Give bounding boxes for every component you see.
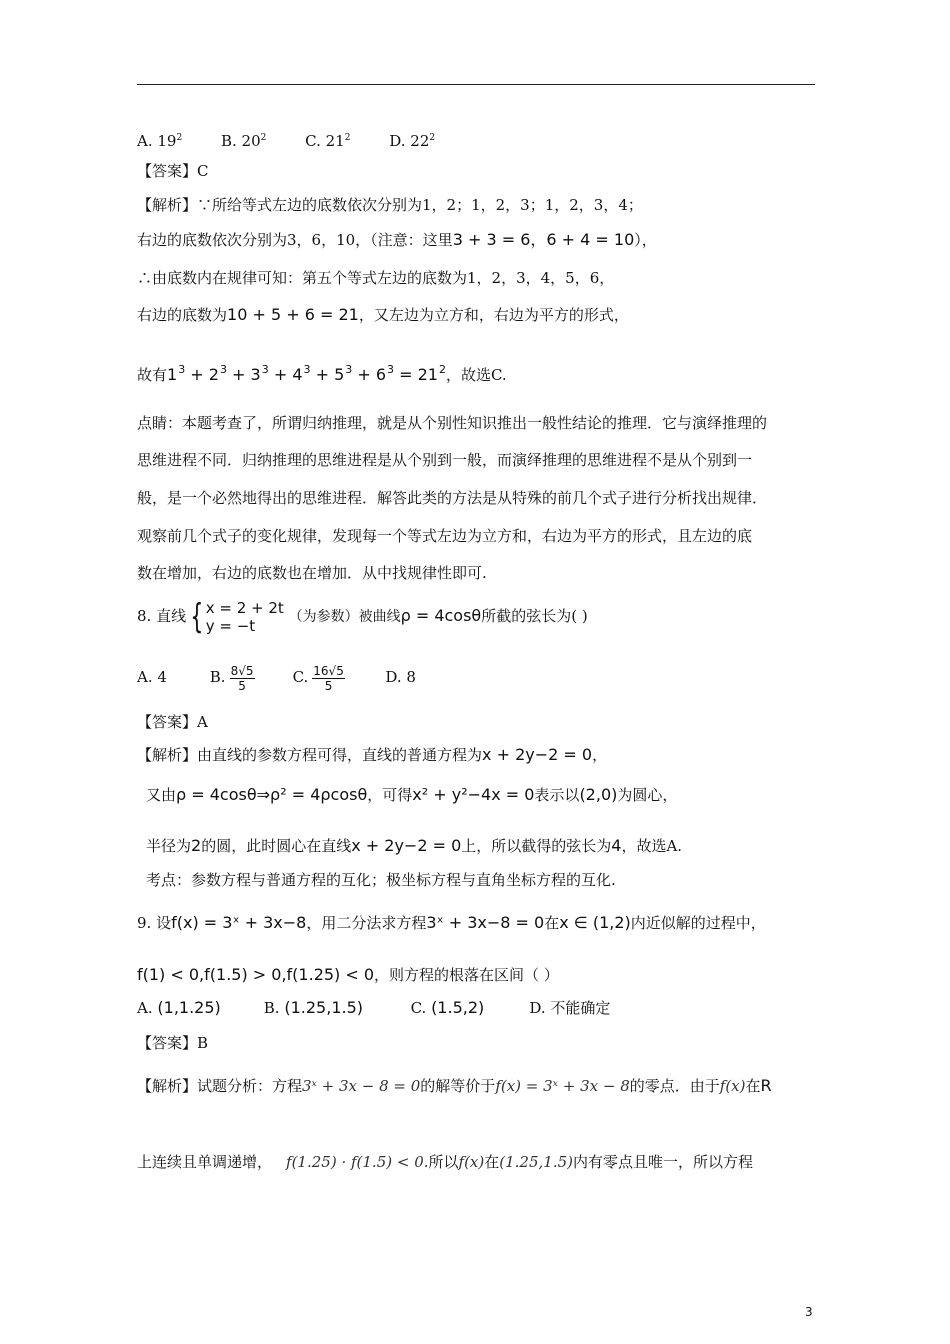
q9-analysis-line1: 【解析】试题分析：方程3ˣ + 3x − 8 = 0的解等价于f(x) = 3ˣ + 3x − 8的零点．由于f(x)在R <box>137 1076 772 1095</box>
q9-analysis-line2: 上连续且单调递增， f(1.25) · f(1.5) < 0.所以f(x)在(1.25,1.5)内有零点且唯一，所以方程 <box>137 1153 754 1171</box>
q7-cube-sum-formula: $1^3 + 2^3 + 3^3 + 4^3 + 5^3 + 6^3 = 21^2$ <box>167 363 446 384</box>
q9-option-c: C. (1.5,2) <box>410 998 485 1017</box>
page-number: 3 <box>805 1305 813 1319</box>
q9-options <box>137 998 610 1018</box>
q8-kaodian: 考点：参数方程与普通方程的互化；极坐标方程与直角坐标方程的互化. <box>146 871 616 889</box>
q8-option-b: B. $\frac{8√5}{5}$ <box>209 663 254 693</box>
header-rule <box>137 84 815 85</box>
q7-options <box>137 128 469 151</box>
q8-option-c: C. $\frac{16√5}{5}$ <box>292 663 344 693</box>
q7-dianjing-3: 般，是一个必然地得出的思维进程．解答此类的方法是从特殊的前几个式子进行分析找出规律． <box>137 489 768 507</box>
q8-option-d: D. 8 <box>385 668 416 686</box>
q9-answer: 【答案】B <box>137 1034 209 1052</box>
q7-analysis-line4: 右边的底数为10 + 5 + 6 = 21，又左边为立方和，右边为平方的形式， <box>137 305 629 324</box>
q7-option-c: C. $21^2$ <box>305 132 351 150</box>
q7-answer: 【答案】C <box>137 162 209 180</box>
q9-option-d: D. 不能确定 <box>529 999 611 1017</box>
q7-dianjing-1: 点睛：本题考查了，所谓归纳推理，就是从个别性知识推出一般性结论的推理．它与演绎推理的 <box>137 414 768 432</box>
q9-option-b: B. (1.25,1.5) <box>263 998 363 1017</box>
q8-analysis-line1: 【解析】由直线的参数方程可得，直线的普通方程为x + 2y−2 = 0， <box>137 745 608 764</box>
q7-analysis-line5: 故有$1^3 + 2^3 + 3^3 + 4^3 + 5^3 + 6^3 = 21^2$，故选C. <box>137 363 507 384</box>
q8-options <box>137 661 416 693</box>
q7-dianjing-5: 数在增加，右边的底数也在增加．从中找规律性即可. <box>137 564 487 582</box>
q8-option-a: A. 4 <box>137 668 167 686</box>
q7-analysis-line3: ∴由底数内在规律可知：第五个等式左边的底数为1，2，3，4，5，6， <box>137 269 615 287</box>
q7-option-a: A. $19^2$ <box>137 132 183 150</box>
q8-stem: 8. 直线 { x = 2 + 2t y = −t （为参数）被曲线ρ = 4cosθ所截的弦长为( ) <box>137 597 588 637</box>
q7-option-b: B. $20^2$ <box>220 132 267 150</box>
q7-analysis-line1: 【解析】∵所给等式左边的底数依次分别为1，2；1，2，3；1，2，3，4； <box>137 196 643 214</box>
q9-condition: f(1) < 0,f(1.5) > 0,f(1.25) < 0，则方程的根落在区间（ ） <box>137 965 559 984</box>
q8-analysis-line2: 又由ρ = 4cosθ⇒ρ² = 4ρcosθ，可得x² + y²−4x = 0表示以(2,0)为圆心， <box>146 785 678 804</box>
q7-dianjing-4: 观察前几个式子的变化规律，发现每一个等式左边为立方和，右边为平方的形式，且左边的底 <box>137 527 753 545</box>
q7-math-sum: 3 + 3 = 6，6 + 4 = 10 <box>452 230 635 249</box>
q7-math-base: 10 + 5 + 6 = 21 <box>227 305 359 324</box>
q7-dianjing-2: 思维进程不同．归纳推理的思维进程是从个别到一般，而演绎推理的思维进程不是从个别到一 <box>137 451 753 469</box>
q7-option-d: D. $22^2$ <box>389 132 436 150</box>
q9-stem: 9. 设f(x) = 3ˣ + 3x−8，用二分法求方程3ˣ + 3x−8 = 0在x ∈ (1,2)内近似解的过程中， <box>137 913 766 932</box>
q8-parametric-system: { x = 2 + 2t y = −t <box>190 597 284 637</box>
q9-option-a: A. (1,1.25) <box>137 998 221 1017</box>
q8-analysis-line3: 半径为2的圆，此时圆心在直线x + 2y−2 = 0上，所以截得的弦长为4，故选A. <box>146 836 683 855</box>
q7-analysis-line2: 右边的底数依次分别为3，6，10，（注意：这里3 + 3 = 6，6 + 4 = 10）， <box>137 230 657 249</box>
q8-answer: 【答案】A <box>137 713 208 731</box>
